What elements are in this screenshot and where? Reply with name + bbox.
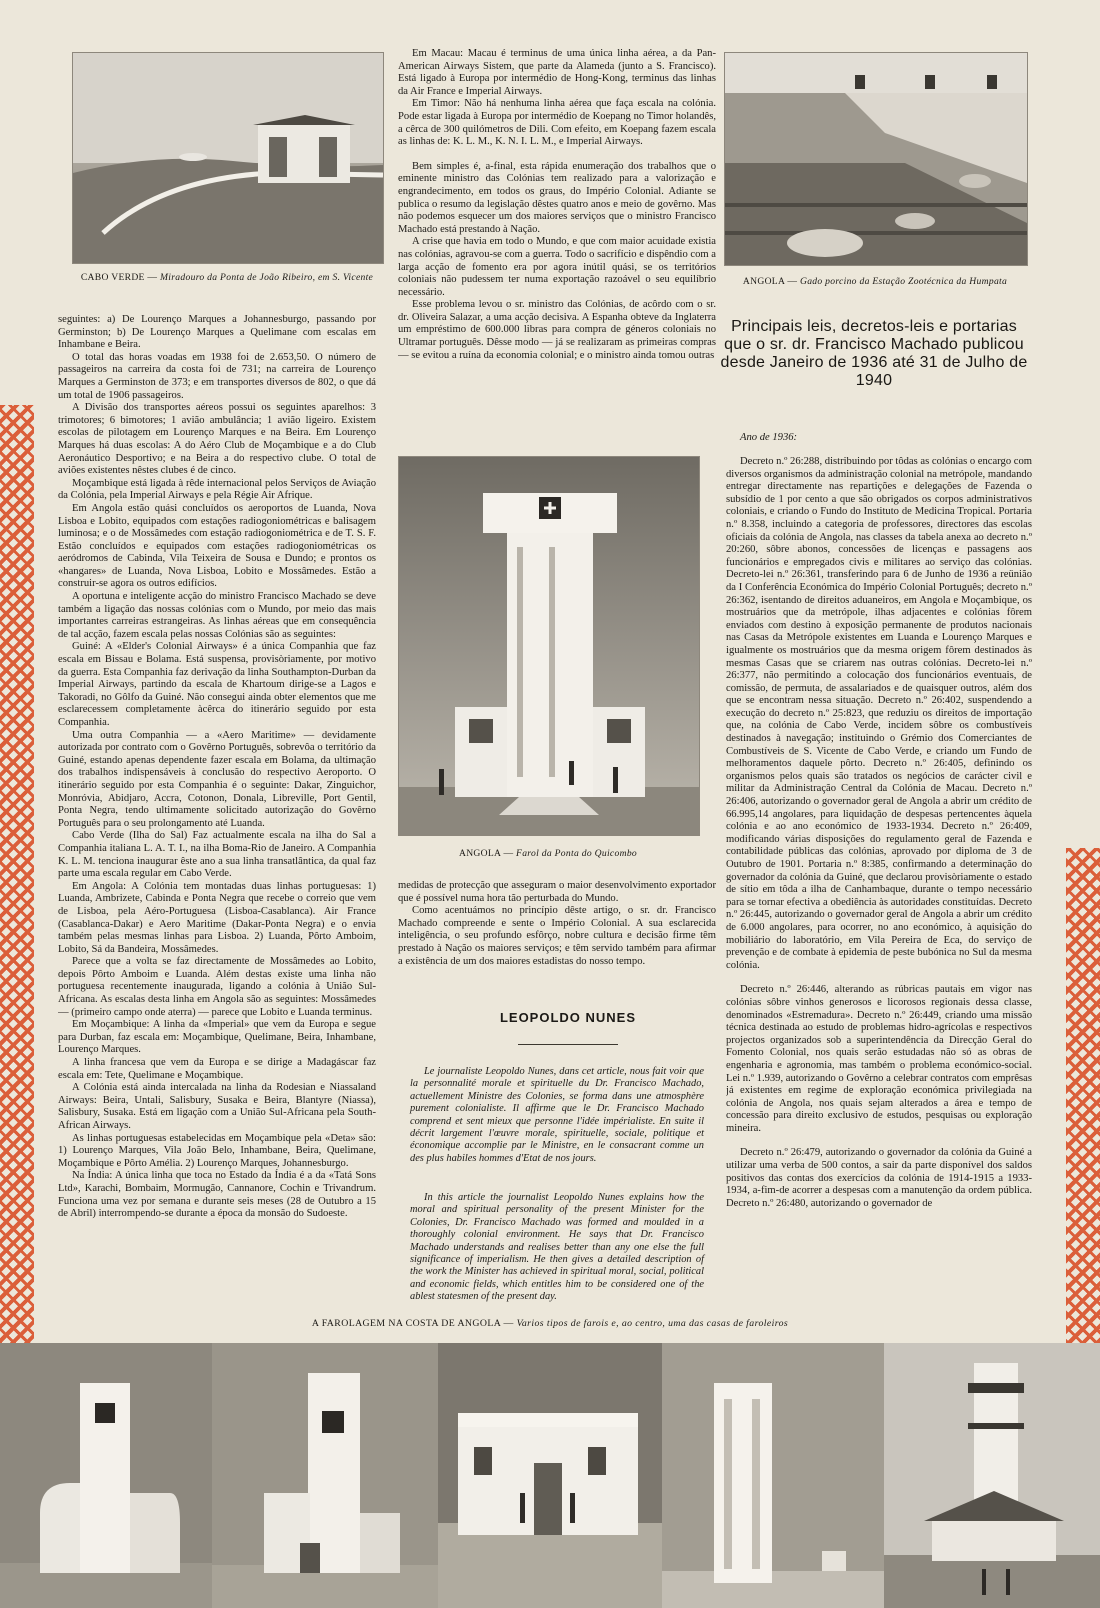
article-author: LEOPOLDO NUNES [499, 1010, 637, 1025]
paragraph: A oportuna e inteligente acção do ministro Francisco Machado se deve também a ligação das nossas colónias com o Mundo, por meio das mais importantes carreiras estrangeiras. As linhas aéreas que em consequência de tal acção, fazem escala pelas nossas Colónias são as seguintes: [58, 591, 376, 640]
paragraph: Parece que a volta se faz directamente de Mossâmedes ao Lobito, depois Pôrto Amboim e Luanda. Além destas existe uma linha não portuguesa recentemente inaugurada, ligando a colónia à União Sul-Africana. As escalas desta linha em Angola são as seguintes: Mossâmedes — (primeiro campo onde aterra) — parece que Lobito e Luanda terminus. [58, 956, 376, 1018]
caption-cabo-verde: CABO VERDE — Miradouro da Ponta de João Ribeiro, em S. Vicente [80, 272, 374, 283]
paragraph: medidas de protecção que asseguram o maior desenvolvimento exportador que é possível numa hora tão perturbada do Mundo. [398, 880, 716, 904]
caption-gado-porcino: ANGOLA — Gado porcino da Estação Zootécnica da Humpata [742, 276, 1008, 287]
paragraph: A Divisão dos transportes aéreos possui os seguintes aparelhos: 3 trimotores; 6 bimotores; 1 avião ambulância; 1 avião ligeiro. Existem escolas de pilotagem em Lourenço Marques e na Beira. Em Lourenço Marques há duas escolas: A do Aéro Club de Moçambique e a do Club Aeronáutico Desportivo; e na Beira a do respectivo clube. O total de aviões existentes nêstes clubes é de cinco. [58, 402, 376, 477]
author-divider [518, 1044, 618, 1045]
paragraph: O total das horas voadas em 1938 foi de 2.653,50. O número de passageiros na carreira da costa foi de 731; na carreira de Lourenço Marques a Germinston de 373; e em transportes diversos de 802, o que dá um total de 1906 passageiros. [58, 351, 376, 401]
photo-casa-faroleiros [438, 1343, 663, 1608]
year-label: Ano de 1936: [740, 432, 798, 443]
photo-farol-4 [884, 1343, 1100, 1608]
caption-place: ANGOLA [458, 848, 501, 859]
caption-title: Gado porcino da Estação Zootécnica da Humpata [799, 276, 1008, 287]
paragraph: Na Índia: A única linha que toca no Estado da Índia é a da «Tatá Sons Ltd», Karachi, Bombaim, Mormugão, Cannanore, Cochin e Trivandrum. Funciona uma vez por semana e durante seis meses (28 de Outubro a 15 de Abril) interrompendo-se durante a época da monsão do Sudoeste. [58, 1170, 376, 1220]
caption-place: A FAROLAGEM NA COSTA DE ANGOLA [311, 1318, 501, 1329]
paragraph: A linha francesa que vem da Europa e se dirige a Madagáscar faz escala em: Tete, Quelimane e Moçambique. [58, 1057, 376, 1081]
paragraph: Guiné: A «Elder's Colonial Airways» é a única Companhia que faz escala em Bissau e Bolama. Está suspensa, provisòriamente, por motivo da guerra. Esta Companhia faz derivação da linha Southampton-Durban da Imperial Airways, partindo da escala de Khartoum dirige-se a Lagos e Takoradi, no Gôlfo da Guiné. Não consegui ainda obter elementos que me esclarecessem completamente àcêrca do itinerário seguido por esta Companhia. [58, 641, 376, 728]
paragraph: Esse problema levou o sr. ministro das Colónias, de acôrdo com o sr. dr. Oliveira Salazar, a uma acção decisiva. A Espanha obteve da Inglaterra um empréstimo de 600.000 libras para compra de géneros coloniais no Ultramar português. Dêsse modo — já se realizaram as primeiras compras — se evitou a ruína da economia colonial; e o ministro ainda tomou outras [398, 299, 716, 361]
legislation-headline: Principais leis, decretos-leis e portarias que o sr. dr. Francisco Machado publicou desde Janeiro de 1936 até 31 de Julho de 1940 [720, 318, 1028, 389]
paragraph: Uma outra Companhia — a «Aero Maritime» — devidamente autorizada por contrato com o Govêrno Português, sobrevôa o território da Guiné, estando apenas dependente fazer escala em Bolama, da ultimação dos trabalhos indispensáveis à conclusão do respectivo Aeroporto. O itinerário seguido por esta Companhia é o seguinte: Dakar, Zinguichor, Monróvia, Abidjaro, Accra, Cotonon, Donala, Libreville, Port Gentil, Ponta Negra, tendo ultimamente solicitado autorização do Govêrno Português para o seu prolongamento até Luanda. [58, 729, 376, 829]
summary-fr-text: Le journaliste Leopoldo Nunes, dans cet article, nous fait voir que la personnalité morale et spirituelle du Dr. Francisco Machado, actuellement Ministre des Colonies, se forma dans une atmosphère purement colonialiste. Il affirme que le Dr. Francisco Machado comprend et sent mieux que personne l'idée impérialiste. En suite il décrit largement l'œuvre morale, spirituelle, sociale, politique et économique accomplie par le Ministre, en le consacrant comme un des plus habiles hommes d'Etat de nos jours. [410, 1066, 704, 1164]
paragraph: Cabo Verde (Ilha do Sal) Faz actualmente escala na ilha do Sal a Companhia italiana L. A. T. I., na ilha Boma-Rio de Janeiro. A Companhia K. L. M. tenciona inaugurar êste ano a sua linha transatlântica, da qual faz parte uma escala regular em Cabo Verde. [58, 830, 376, 880]
caption-title: Miradouro da Ponta de João Ribeiro, em S. Vicente [160, 272, 374, 283]
article-column-1 [58, 314, 376, 1326]
paragraph: A Colónia está ainda intercalada na linha da Rodesian e Niassaland Airways: Beira, Untali, Salisbury, Susaka e Beira, Blantyre (Niassa), Salisbury, Susaka. Está em ligação com a União Sul-Africana pela South-African Airways. [58, 1082, 376, 1131]
article-column-2-top [398, 48, 716, 446]
article-column-3 [726, 456, 1032, 1326]
summary-french [410, 1066, 704, 1175]
photo-cabo-verde-miradouro [72, 52, 384, 264]
caption-farol: ANGOLA — Farol da Ponta do Quicombo [458, 848, 638, 859]
caption-place: ANGOLA [742, 276, 785, 287]
paragraph: Decreto n.º 26:446, alterando as rúbricas pautais em vigor nas colónias sôbre vinhos generosos e licorosos regionais dessa classe, denominados «Estremadura». Decreto n.º 26:449, criando uma missão técnica destinada ao estudo de problemas hidro-agrícolas e respectivos projectos organizados sob a superintendência da Direcção Geral do Fomento Colonial, nos quais serão estudadas não só as obras de engenharia e agronomia, mas também o problema económico-social. Lei n.º 1.939, autorizando o Govêrno a celebrar contratos com emprêsas já existentes em regime de exploração económica privilegiada na colónia de Angola, nos quais sejam alterados a área e tempo de concessão para direito exclusivo de estudos, pesquisas ou exploração mineira. [726, 984, 1032, 1134]
paragraph: seguintes: a) De Lourenço Marques a Johannesburgo, passando por Germinston; b) De Lourenço Marques a Quelimane com escalas em Inhambane e Beira. [58, 314, 376, 351]
photo-farol-2 [212, 1343, 439, 1608]
caption-place: CABO VERDE [80, 272, 145, 283]
caption-title: Farol da Ponta do Quicombo [516, 848, 638, 859]
photo-farol-1 [0, 1343, 213, 1608]
photo-farol-quicombo [398, 456, 700, 836]
paragraph: As linhas portuguesas estabelecidas em Moçambique pela «Deta» são: 1) Lourenço Marques, Vila João Belo, Inhambane, Beira, Quelimane, Moçambique e Pôrto Amélia. 2) Lourenço Marques, Johannesburgo. [58, 1132, 376, 1169]
photo-gado-porcino [724, 52, 1028, 266]
paragraph: Decreto n.º 26:288, distribuindo por tôdas as colónias o encargo com diversos organismos da administração colonial na metrópole, mandando entregar directamente nas repartições e delegações de Fazenda o subsídio de 1 por cento a que são obrigados os corpos administrativos coloniais, e criando o Fundo do Instituto de Medicina Tropical. Portaria n.º 8.358, incluindo a categoria de professores, directores das escolas oficiais da colónia de Angola, nas classes da tabela anexa ao decreto n.º 20:260, sôbre abonos, concessões de licenças e passagens aos funcionários e empregados civis e militares ao serviço das colónias. Decreto-lei n.º 26:361, transferindo para 6 de Junho de 1936 a reünião da I Conferência Económica do Império Colonial Português; decreto n.º 26:362, isentando de direitos aduaneiros, em Angola e Moçambique, os mostruários que da metrópole, ilhas adjacentes e colónias fôrem enviados com destino à exposição permanente de produtos nacionais nas Casas da Metrópole existentes em Luanda e Lourenço Marques e igualmente os mostruários que da mesma origem fôrem destinados às mesmas Casas que se criarem nas outras colónias. Decreto-lei n.º 26:377, não permitindo a colocação dos funcionários eventuais, de comissão, de permuta, de assalariados e de quaisquer outros, além dos que se encontram nessa situação. Decreto n.º 26:402, suspendendo a execução do decreto n.º 25:823, que reduziu os direitos de importação que, na colónia de Cabo Verde, incidem sôbre os combustíveis destinados à navegação; instituindo o Grémio dos Comerciantes de Combustíveis de S. Vicente de Cabo Verde, e criando um Fundo de melhoramentos daquele pôrto. Decreto n.º 26:405, definindo os organismos pelos quais são tratados os negócios de carácter civil e militar da Administração Central da Colónia de Macau. Decreto n.º 26:406, autorizando o governador geral de Angola a abrir um crédito de 66.995,14 angolares, para liquidação de despesas pertencentes àquela colónia e ao ano económico de 1933-1934. Decreto n.º 26:409, modificando várias disposições do regulamento geral de Fazenda e contabilidade públicas das colónias, aprovado por diploma de 3 de Outubro de 1901. Portaria n.º 8:385, confirmando a determinação do governador da colónia da Guiné, que declarou provisòriamente o estado de sítio em tôda a ilha de Canhambaque, durante o tempo necessário para se tornar efectiva a obediência às autoridades constituídas. Decreto n.º 26:445, autorizando o governador geral de Angola a abrir um crédito de 6.000 angolares, para ocorrer, no ano económico, à aquisição do mobiliário do laboratório, em Vila Pereira de Eca, do serviço de prevenção e de combate à epidemia de peste bubónica no Sul da mesma colónia. [726, 456, 1032, 971]
left-edge-pattern [0, 405, 34, 1345]
photo-farol-3 [662, 1343, 885, 1608]
article-column-2-bottom [398, 880, 716, 968]
paragraph: Em Timor: Não há nenhuma linha aérea que faça escala na colónia. Pode estar ligada à Europa por intermédio de Koepang no Timor holandês, a cêrca de 300 quilómetros de Dili. Com efeito, em Koepang fazem escala as linhas de: K. L. M., K. N. I. L. M., e Imperial Airways. [398, 98, 716, 148]
paragraph: A crise que havia em todo o Mundo, e que com maior acuidade existia nas colónias, agravou-se com a guerra. Todo o sacrifício e dispêndio com a larga acção de fomento era por agora inútil quási, se os territórios coloniais não pudessem ter numa exportação razoável o seu equilíbrio necessário. [398, 236, 716, 298]
summary-en-text: In this article the journalist Leopoldo Nunes explains how the moral and spiritual personality of the present Minister for the Colonies, Dr. Francisco Machado was formed and moulded in a thoroughly colonial environment. He says that Dr. Francisco Machado understands and realises better than any one else the full significance of imperialism. He then gives a detailed description of the work the Minister has achieved in spiritual moral, social, political and economic fields, which entitles him to be considered one of the ablest statesmen of the present day. [410, 1192, 704, 1303]
paragraph: Decreto n.º 26:479, autorizando o governador da colónia da Guiné a utilizar uma verba de 500 contos, a sair da parte disponível dos saldos positivos das contas dos exercícios da colónia de 1914-1915 a 1933-1934, a-fim-de acorrer a despesas com a manutenção da ordem pública. Decreto n.º 26:480, autorizando o governador de [726, 1147, 1032, 1209]
paragraph: Moçambique está ligada à rêde internacional pelos Serviços de Aviação da Colónia, pela Imperial Airways e pela Régie Air Afrique. [58, 477, 376, 502]
paragraph: Bem simples é, a-final, esta rápida enumeração dos trabalhos que o eminente ministro das Colónias tem realizado para a valorização e engrandecimento, em todos os graus, do Império Colonial. Adiante se publica o resumo da legislação dêstes quatro anos e meio de govêrno. Mas não podemos esquecer um dos maiores serviços que o ministro Francisco Machado está prestando à Nação. [398, 160, 716, 235]
paragraph: Em Moçambique: A linha da «Imperial» que vem da Europa e segue para Durban, faz escala em: Moçambique, Quelimane, Beira, Inhambane, Lourenço Marques. [58, 1019, 376, 1056]
paragraph: Em Angola: A Colónia tem montadas duas linhas portuguesas: 1) Luanda, Ambrizete, Cabinda e Ponta Negra que recebe o correio que vem de Lisboa, pela Aéro-Portuguesa (Lisboa-Casablanca). Air France (Casablanca-Dakar) e Aero Maritime (Dakar-Ponta Negra) e o envia também pelas mesmas linhas para Lisboa. 2) Luanda, Pôrto Amboim, Lobito, Sá da Bandeira, Mossâmedes. [58, 880, 376, 955]
summary-english [410, 1192, 704, 1314]
paragraph: Em Angola estão quási concluídos os aeroportos de Luanda, Nova Lisboa e Lobito, equipados com estações radiogoniométricas e balisagem luminosa; e o de Mossâmedes com estação radiogoniométrica e de T. S. F. Estão concluídos e equipados com estações radiogoniométricas os aeródromos de Cabinda, Vila Teixeira de Sousa e Dundo; e prontos os «hangares» de Luanda, Nova Lisboa, Lobito e Mossâmedes. Estão a construir-se agora os outros edifícios. [58, 502, 376, 590]
caption-title: Varios tipos de farois e, ao centro, uma das casas de faroleiros [516, 1318, 789, 1329]
caption-farolagem: A FAROLAGEM NA COSTA DE ANGOLA — Varios tipos de farois e, ao centro, uma das casas de faroleiros [311, 1318, 789, 1329]
paragraph: Como acentuámos no princípio dêste artigo, o sr. dr. Francisco Machado compreende e sente o Império Colonial. A sua esclarecida inteligência, o seu profundo esfôrço, nobre cultura e decisão firme têm prestado à Nação os maiores serviços; e têm servido também para afirmar a existência de um dos maiores estadistas do nosso tempo. [398, 905, 716, 967]
right-edge-pattern [1066, 848, 1100, 1343]
paragraph: Em Macau: Macau é terminus de uma única linha aérea, a da Pan-American Airways Sistem, que parte da Alameda (junto a S. Francisco). Está ligado à Europa por intermédio de Hong-Kong, terminus das linhas da Air France e Imperial Airways. [398, 48, 716, 97]
